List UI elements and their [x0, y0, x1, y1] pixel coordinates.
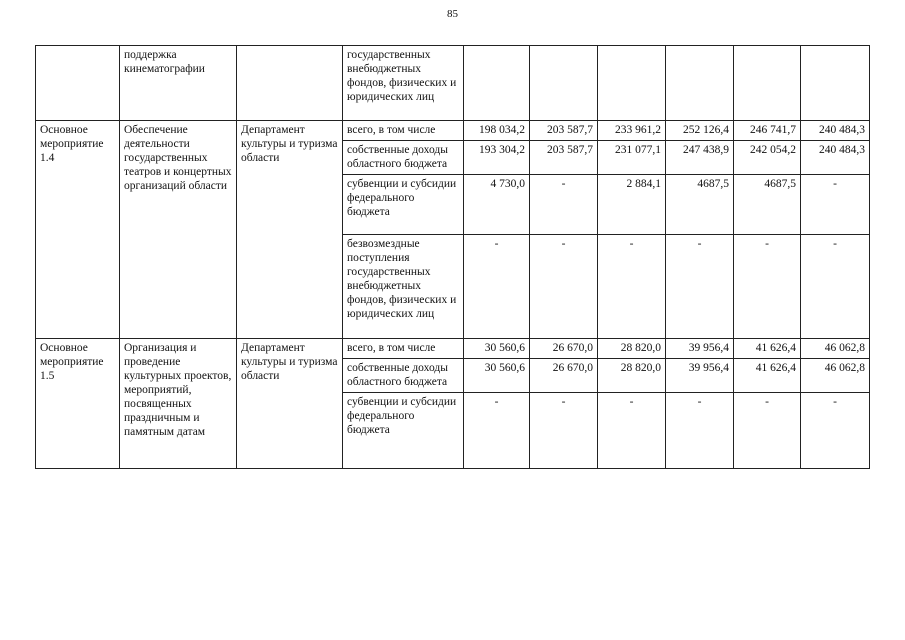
m14-code: Основное мероприятие 1.4 [36, 121, 120, 339]
value-cell: 41 626,4 [734, 339, 801, 359]
value-cell: 242 054,2 [734, 141, 801, 175]
value-cell: 203 587,7 [530, 121, 598, 141]
value-cell: 41 626,4 [734, 359, 801, 393]
source-cell: собственные доходы областного бюджета [343, 141, 464, 175]
value-cell: 240 484,3 [801, 121, 870, 141]
budget-table [35, 45, 870, 469]
value-cell: - [734, 393, 801, 469]
value-cell: - [801, 235, 870, 339]
value-cell [666, 46, 734, 121]
m14-name: Обеспечение деятельности государственных театров и концертных организаций области [120, 121, 237, 339]
m14-total-row [36, 121, 870, 141]
value-cell: 198 034,2 [464, 121, 530, 141]
value-cell: 203 587,7 [530, 141, 598, 175]
value-cell: - [734, 235, 801, 339]
value-cell: - [464, 393, 530, 469]
source-cell: всего, в том числе [343, 121, 464, 141]
value-cell: - [801, 393, 870, 469]
value-cell: - [801, 175, 870, 235]
value-cell: 231 077,1 [598, 141, 666, 175]
value-cell: - [530, 235, 598, 339]
value-cell: - [666, 393, 734, 469]
value-cell: 39 956,4 [666, 339, 734, 359]
value-cell: 233 961,2 [598, 121, 666, 141]
m14-executor: Департамент культуры и туризма области [237, 121, 343, 339]
code-cell [36, 46, 120, 121]
value-cell [530, 46, 598, 121]
value-cell: 26 670,0 [530, 339, 598, 359]
page-number: 85 [447, 8, 458, 20]
value-cell: 26 670,0 [530, 359, 598, 393]
value-cell [598, 46, 666, 121]
value-cell: 4 730,0 [464, 175, 530, 235]
executor-cell [237, 46, 343, 121]
value-cell: 193 304,2 [464, 141, 530, 175]
value-cell: 30 560,6 [464, 339, 530, 359]
value-cell: 39 956,4 [666, 359, 734, 393]
value-cell: - [666, 235, 734, 339]
name-cell: поддержка кинематографии [120, 46, 237, 121]
value-cell: 30 560,6 [464, 359, 530, 393]
source-cell: безвозмездные поступления государственных внебюджетных фондов, физических и юридических лиц [343, 235, 464, 339]
value-cell [734, 46, 801, 121]
source-cell: субвенции и субсидии федерального бюджета [343, 175, 464, 235]
value-cell [464, 46, 530, 121]
value-cell: 2 884,1 [598, 175, 666, 235]
source-cell: собственные доходы областного бюджета [343, 359, 464, 393]
value-cell: - [464, 235, 530, 339]
value-cell: 252 126,4 [666, 121, 734, 141]
value-cell: 4687,5 [734, 175, 801, 235]
m15-name: Организация и проведение культурных проектов, мероприятий, посвященных праздничным и памятным датам [120, 339, 237, 469]
value-cell: 4687,5 [666, 175, 734, 235]
value-cell: 46 062,8 [801, 359, 870, 393]
value-cell: - [530, 393, 598, 469]
source-cell: государственных внебюджетных фондов, физических и юридических лиц [343, 46, 464, 121]
value-cell: 246 741,7 [734, 121, 801, 141]
carry-over-row [36, 46, 870, 121]
m15-code: Основное мероприятие 1.5 [36, 339, 120, 469]
source-cell: всего, в том числе [343, 339, 464, 359]
value-cell: 240 484,3 [801, 141, 870, 175]
value-cell: 247 438,9 [666, 141, 734, 175]
value-cell: 28 820,0 [598, 339, 666, 359]
value-cell: - [598, 235, 666, 339]
m15-total-row [36, 339, 870, 359]
value-cell: - [598, 393, 666, 469]
value-cell: 46 062,8 [801, 339, 870, 359]
value-cell: - [530, 175, 598, 235]
source-cell: субвенции и субсидии федерального бюджета [343, 393, 464, 469]
value-cell [801, 46, 870, 121]
value-cell: 28 820,0 [598, 359, 666, 393]
m15-executor: Департамент культуры и туризма области [237, 339, 343, 469]
